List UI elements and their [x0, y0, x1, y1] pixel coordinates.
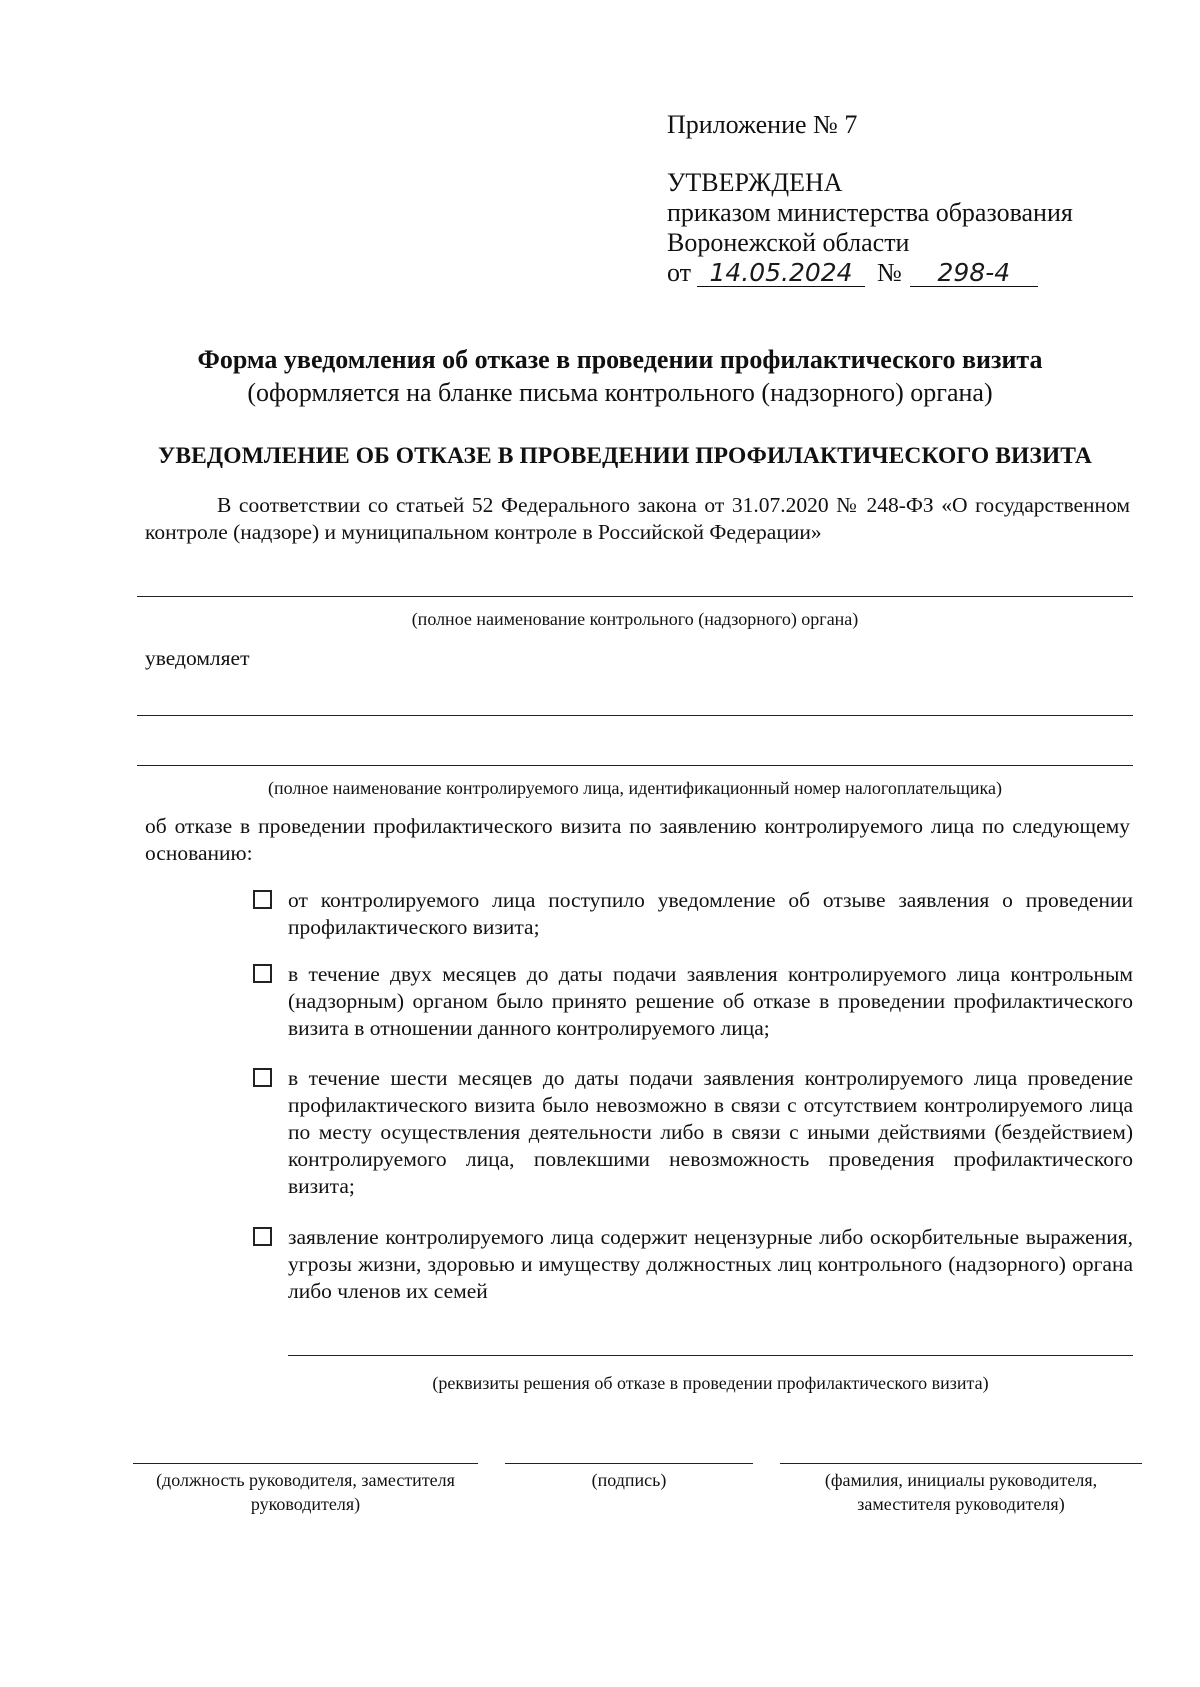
signature-line: [505, 1463, 753, 1464]
form-subtitle: (оформляется на бланке письма контрольного (надзорного) органа): [247, 378, 993, 407]
annex-number: Приложение № 7: [667, 110, 858, 139]
option-item: [253, 887, 1133, 941]
option-text: в течение двух месяцев до даты подачи заявления контролируемого лица контрольным (надзорным) органом было принято решение об отказе в проведении профилактического визита в отношении данного контролируемого лица;: [288, 962, 1133, 1040]
decision-details-line: [288, 1355, 1133, 1356]
option-text: заявление контролируемого лица содержит нецензурные либо оскорбительные выражения, угрозы жизни, здоровью и имуществу должностных лиц контрольного (надзорного) органа либо членов их семей: [288, 1225, 1133, 1303]
authority-caption: (полное наименование контрольного (надзорного) органа): [411, 609, 859, 629]
option-item: [253, 961, 1133, 1042]
controlled-person-line-1: [137, 715, 1133, 716]
signature-caption: (подпись): [591, 1470, 667, 1490]
date-prefix: от: [667, 258, 692, 287]
number-sign: №: [877, 258, 902, 287]
option-item: [253, 1065, 1133, 1200]
option-text: от контролируемого лица поступило уведомление об отзыве заявления о проведении профилактического визита;: [288, 888, 1133, 939]
basis-paragraph: об отказе в проведении профилактического визита по заявлению контролируемого лица по следующему основанию:: [145, 814, 1130, 865]
option-checkbox[interactable]: [253, 964, 272, 983]
position-line: [133, 1463, 478, 1464]
approved-label: УТВЕРЖДЕНА: [667, 168, 843, 197]
signature-block: [505, 1463, 753, 1492]
form-title: Форма уведомления об отказе в проведении профилактического визита: [197, 345, 1043, 374]
decision-caption: (реквизиты решения об отказе в проведении профилактического визита): [432, 1373, 989, 1393]
option-checkbox[interactable]: [253, 890, 272, 909]
controlled-person-caption: (полное наименование контролируемого лица, идентификационный номер налогоплательщика): [268, 778, 1002, 798]
name-line: [780, 1463, 1142, 1464]
name-caption: (фамилия, инициалы руководителя, заместителя руководителя): [824, 1470, 1098, 1514]
name-signature-block: [780, 1463, 1142, 1516]
authority-name-line: [137, 596, 1133, 597]
approval-order-line: приказом министерства образования: [667, 198, 1073, 227]
notifies-label: уведомляет: [145, 646, 250, 670]
approval-region-line: Воронежской области: [667, 228, 910, 257]
option-item: [253, 1224, 1133, 1305]
handwritten-number: 298-4: [910, 260, 1038, 287]
option-checkbox[interactable]: [253, 1068, 272, 1087]
approval-date-row: [667, 258, 1137, 288]
approval-block: [667, 110, 1137, 288]
controlled-person-line-2: [137, 765, 1133, 766]
handwritten-date: 14.05.2024: [697, 260, 865, 287]
option-checkbox[interactable]: [253, 1227, 272, 1246]
notice-heading: УВЕДОМЛЕНИЕ ОБ ОТКАЗЕ В ПРОВЕДЕНИИ ПРОФИЛАКТИЧЕСКОГО ВИЗИТА: [158, 443, 1092, 469]
position-caption: (должность руководителя, заместителя руководителя): [156, 1470, 455, 1514]
position-signature-block: [133, 1463, 478, 1516]
intro-paragraph: В соответствии со статьей 52 Федерального закона от 31.07.2020 № 248-ФЗ «О государственном контроле (надзоре) и муниципальном контроле в Российской Федерации»: [145, 493, 1130, 544]
option-text: в течение шести месяцев до даты подачи заявления контролируемого лица проведение профилактического визита было невозможно в связи с отсутствием контролируемого лица по месту осуществления деятельности либо в связи с иными действиями (бездействием) контролируемого лица, повлекшими невозможность проведения профилактического визита;: [288, 1066, 1133, 1198]
